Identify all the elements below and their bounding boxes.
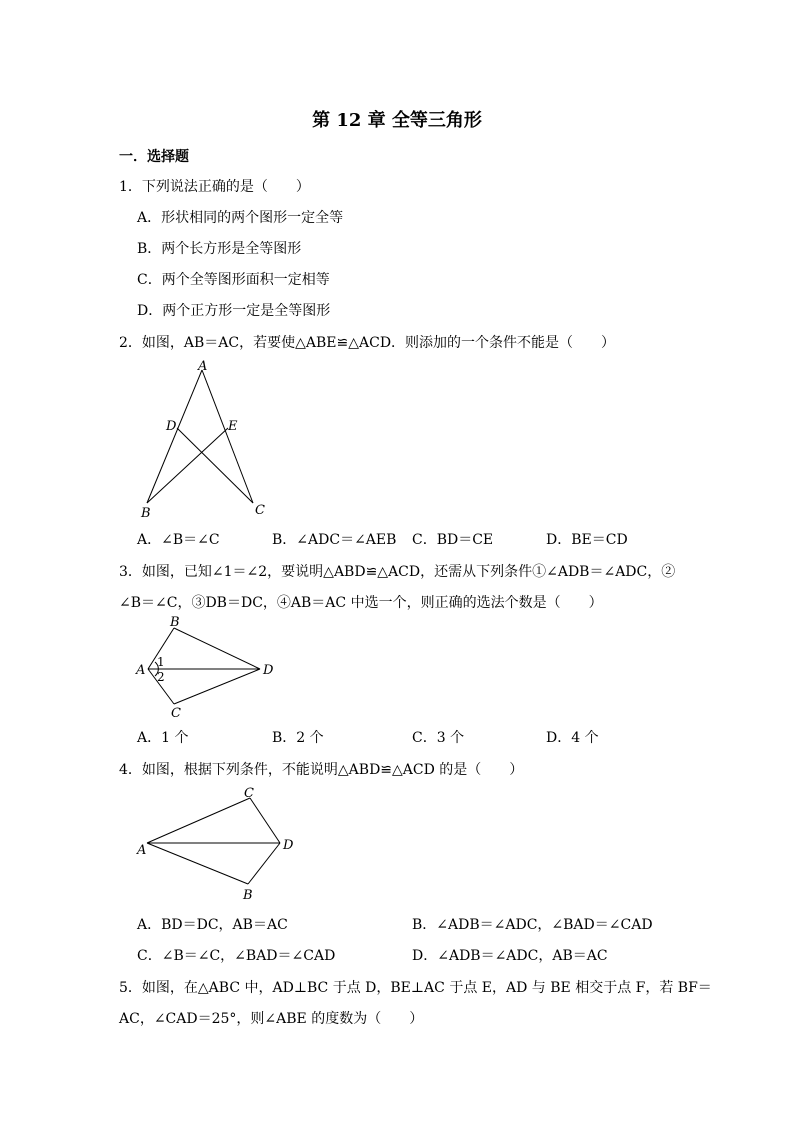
q1-option-d: D．两个正方形一定是全等图形 — [137, 303, 331, 319]
q2-stem: 2．如图，AB＝AC，若要使△ABE≌△ACD．则添加的一个条件不能是（ ） — [119, 335, 616, 351]
q4-label-b: B — [243, 888, 253, 903]
q4-stem: 4．如图，根据下列条件，不能说明△ABD≌△ACD 的是（ ） — [119, 762, 524, 778]
q2-option-a: A．∠B＝∠C — [137, 532, 220, 548]
q3-option-a: A．1 个 — [137, 730, 189, 746]
q2-segment-ac — [202, 370, 253, 503]
q2-segment-ab — [147, 370, 202, 503]
q4-segment-bd — [248, 843, 280, 884]
q1-option-b: B．两个长方形是全等图形 — [137, 241, 302, 257]
q3-angle-1-label: 1 — [157, 655, 165, 669]
q1-option-a: A．形状相同的两个图形一定全等 — [137, 210, 344, 226]
q4-label-c: C — [244, 786, 254, 801]
q4-figure — [130, 782, 310, 904]
q2-label-b: B — [141, 506, 151, 521]
q4-label-d: D — [283, 838, 294, 853]
q3-segment-bd — [174, 628, 260, 669]
q2-label-d: D — [166, 419, 177, 434]
q4-option-a: A．BD＝DC，AB＝AC — [137, 917, 288, 933]
q2-label-a: A — [198, 359, 208, 374]
q1-option-c: C．两个全等图形面积一定相等 — [137, 272, 330, 288]
q2-label-e: E — [228, 419, 238, 434]
q3-figure — [130, 612, 280, 722]
q5-stem-line2: AC，∠CAD＝25°，则∠ABE 的度数为（ ） — [119, 1011, 424, 1027]
q2-option-d: D．BE＝CD — [546, 532, 628, 548]
page-title: 第 12 章 全等三角形 — [312, 110, 482, 131]
q2-segment-eb — [147, 428, 228, 503]
q2-figure — [135, 358, 275, 523]
q3-segment-cd — [174, 669, 260, 704]
q4-segment-cd — [250, 798, 280, 843]
q3-stem-line2: ∠B＝∠C，③DB＝DC，④AB＝AC 中选一个，则正确的选法个数是（ ） — [119, 595, 603, 611]
q3-stem-line1: 3．如图，已知∠1＝∠2，要说明△ABD≌△ACD，还需从下列条件①∠ADB＝∠ADC，② — [119, 564, 676, 580]
q3-label-a: A — [136, 663, 146, 678]
q2-option-b: B．∠ADC＝∠AEB — [272, 532, 397, 548]
q3-angle-2-label: 2 — [157, 670, 165, 684]
q3-label-c: C — [171, 706, 181, 721]
q4-option-d: D．∠ADB＝∠ADC，AB＝AC — [412, 948, 608, 964]
q4-segment-ab — [147, 843, 248, 884]
q4-label-a: A — [137, 843, 147, 858]
q4-option-b: B．∠ADB＝∠ADC，∠BAD＝∠CAD — [412, 917, 653, 933]
q3-option-b: B．2 个 — [272, 730, 324, 746]
q5-stem-line1: 5．如图，在△ABC 中，AD⊥BC 于点 D，BE⊥AC 于点 E，AD 与 BE 相交于点 F，若 BF＝ — [119, 980, 712, 996]
q1-stem: 1．下列说法正确的是（ ） — [119, 179, 310, 195]
q2-label-c: C — [255, 503, 265, 518]
q3-option-d: D．4 个 — [546, 730, 599, 746]
q2-option-c: C．BD＝CE — [412, 532, 494, 548]
q3-option-c: C．3 个 — [412, 730, 465, 746]
q4-option-c: C．∠B＝∠C，∠BAD＝∠CAD — [137, 948, 336, 964]
q2-segment-dc — [177, 428, 253, 503]
q3-label-d: D — [263, 663, 274, 678]
q4-segment-ac — [147, 798, 250, 843]
section-heading: 一．选择题 — [119, 149, 189, 165]
q3-label-b: B — [170, 615, 180, 630]
